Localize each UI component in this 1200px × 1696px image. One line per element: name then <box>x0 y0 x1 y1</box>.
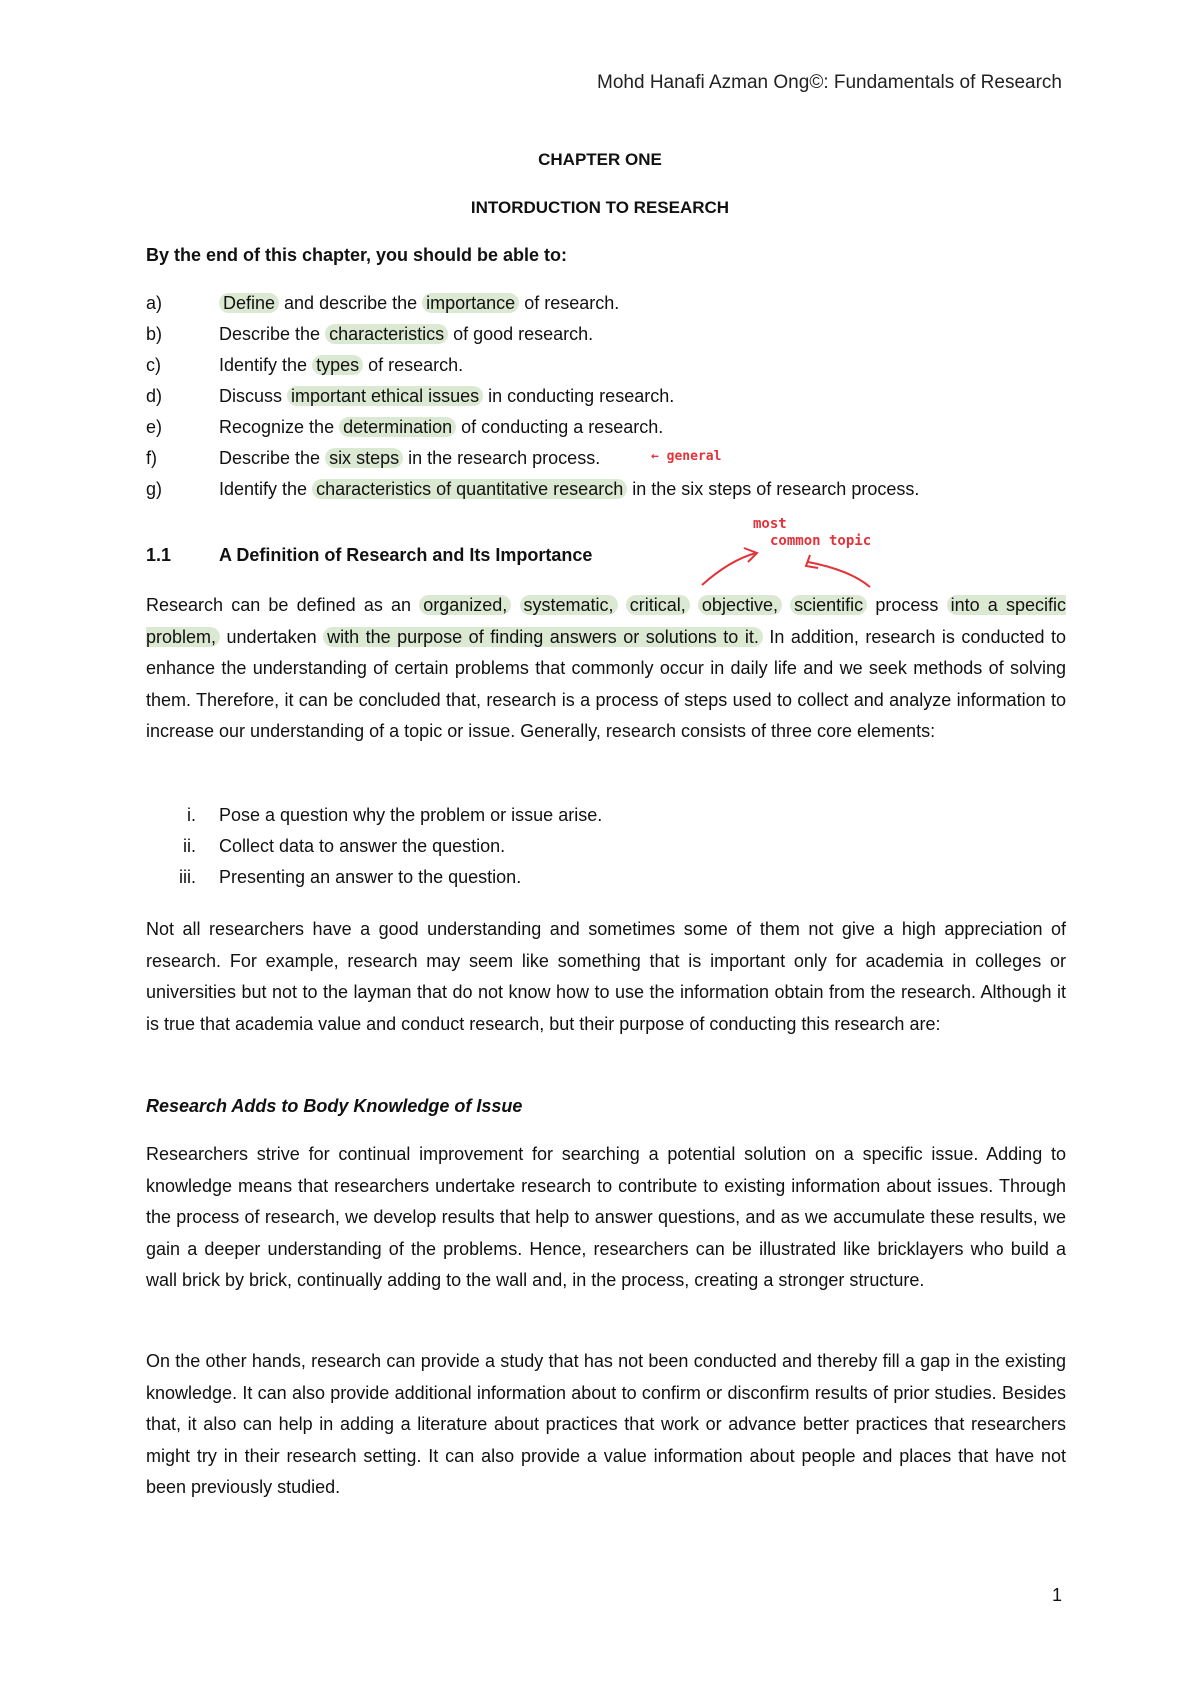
core-element-label: i. <box>187 805 196 825</box>
highlighted-text: systematic, <box>520 595 618 615</box>
core-element-text: Pose a question why the problem or issue arise. <box>219 805 603 825</box>
highlighted-text: scientific <box>790 595 867 615</box>
core-element-label: iii. <box>179 867 196 887</box>
highlighted-text: types <box>312 355 363 375</box>
core-element-text: Presenting an answer to the question. <box>219 867 522 887</box>
highlighted-text: characteristics of quantitative research <box>312 479 627 499</box>
chapter-label: CHAPTER ONE <box>538 150 662 169</box>
paragraph-2: Not all researchers have a good understanding and sometimes some of them not give a high appreciation of research. For example, research may seem like something that is important only for academia in colleges or universities but not to the layman that do not know how to use the information obtain from the research. Although it is true that academia value and conduct research, but their purpose of conducting this research are: <box>146 919 1066 1034</box>
core-element-item <box>146 831 1066 862</box>
section-title: A Definition of Research and Its Importance <box>219 545 593 565</box>
annotation-most: most <box>753 516 787 532</box>
paragraph-4: On the other hands, research can provide a study that has not been conducted and thereby fill a gap in the existing knowledge. It can also provide additional information about to confirm or disconfirm results of prior studies. Besides that, it also can help in adding a literature about practices that work or advance better practices that researchers might try in their research setting. It can also provide a value information about people and places that have not been previously studied. <box>146 1351 1066 1497</box>
text-run: of good research. <box>448 324 594 344</box>
highlighted-text: Define <box>219 293 279 313</box>
objective-label: d) <box>146 386 163 406</box>
annotation-common-topic: common topic <box>770 533 872 549</box>
text-run: of conducting a research. <box>456 417 664 437</box>
text-run: of research. <box>363 355 464 375</box>
objective-label: g) <box>146 479 163 499</box>
annotation-arrow-left <box>702 553 756 585</box>
objective-label: a) <box>146 293 163 313</box>
core-element-label: ii. <box>183 836 196 856</box>
paragraph-3: Researchers strive for continual improvement for searching a potential solution on a specific issue. Adding to knowledge means that researchers undertake research to contribute to existing information about issues. Through the process of research, we develop results that help to answer questions, and as we accumulate these results, we gain a deeper understanding of the problems. Hence, researchers can be illustrated like bricklayers who build a wall brick by brick, continually adding to the wall and, in the process, creating a stronger structure. <box>146 1144 1066 1290</box>
highlighted-text: important ethical issues <box>287 386 483 406</box>
text-run: and describe the <box>279 293 423 313</box>
definition-paragraph <box>146 590 1066 748</box>
text-run: in the six steps of research process. <box>627 479 920 499</box>
highlighted-text: six steps <box>325 448 403 468</box>
highlighted-text: organized, <box>419 595 511 615</box>
section-heading <box>146 545 592 566</box>
text-run: Identify the <box>219 479 313 499</box>
text-run: Describe the <box>219 324 326 344</box>
highlighted-text: with the purpose of finding answers or solutions to it. <box>323 627 763 647</box>
text-run: in conducting research. <box>483 386 675 406</box>
text-run: Recognize the <box>219 417 340 437</box>
core-elements-list <box>146 800 1066 893</box>
subheading: Research Adds to Body Knowledge of Issue <box>146 1096 523 1116</box>
objective-label: b) <box>146 324 163 344</box>
highlighted-text: determination <box>339 417 456 437</box>
core-element-item <box>146 862 1066 893</box>
highlighted-text: importance <box>422 293 519 313</box>
highlighted-text: into a specific problem, <box>146 595 1066 647</box>
core-element-item <box>146 800 1066 831</box>
text-run: Discuss <box>219 386 288 406</box>
text-run <box>690 595 698 615</box>
text-run: In addition, research is conducted to enhance the understanding of certain problems that commonly occur in daily life and we seek methods of solving them. Therefore, it can be concluded that, research is a process of steps used to collect and analyze information to increase our understanding of a topic or issue. Generally, research consists of three core elements: <box>146 626 1066 741</box>
text-run: in the research process. <box>403 448 601 468</box>
text-run: undertaken <box>220 626 324 647</box>
text-run: Research can be defined as an <box>146 595 420 615</box>
text-run: of research. <box>519 293 620 313</box>
objective-label: e) <box>146 417 163 437</box>
page-number: 1 <box>1051 1585 1062 1605</box>
highlighted-text: objective, <box>698 595 782 615</box>
text-run <box>511 595 519 615</box>
objectives-intro: By the end of this chapter, you should be able to: <box>146 245 568 265</box>
objective-label: f) <box>146 448 157 468</box>
annotation-arrow-right <box>808 562 870 587</box>
text-run: Identify the <box>219 355 313 375</box>
text-run: process <box>867 595 947 615</box>
annotation-arrow-right-head <box>806 555 818 568</box>
text-run <box>618 595 626 615</box>
objective-label: c) <box>146 355 161 375</box>
core-element-text: Collect data to answer the question. <box>219 836 506 856</box>
text-run: Describe the <box>219 448 326 468</box>
text-run <box>782 595 790 615</box>
highlighted-text: characteristics <box>325 324 448 344</box>
running-header: Mohd Hanafi Azman Ong©: Fundamentals of Research <box>597 72 1062 93</box>
highlighted-text: critical, <box>626 595 690 615</box>
section-number: 1.1 <box>146 545 172 565</box>
annotation-general: ← general <box>651 449 722 464</box>
chapter-title: INTORDUCTION TO RESEARCH <box>470 198 730 217</box>
